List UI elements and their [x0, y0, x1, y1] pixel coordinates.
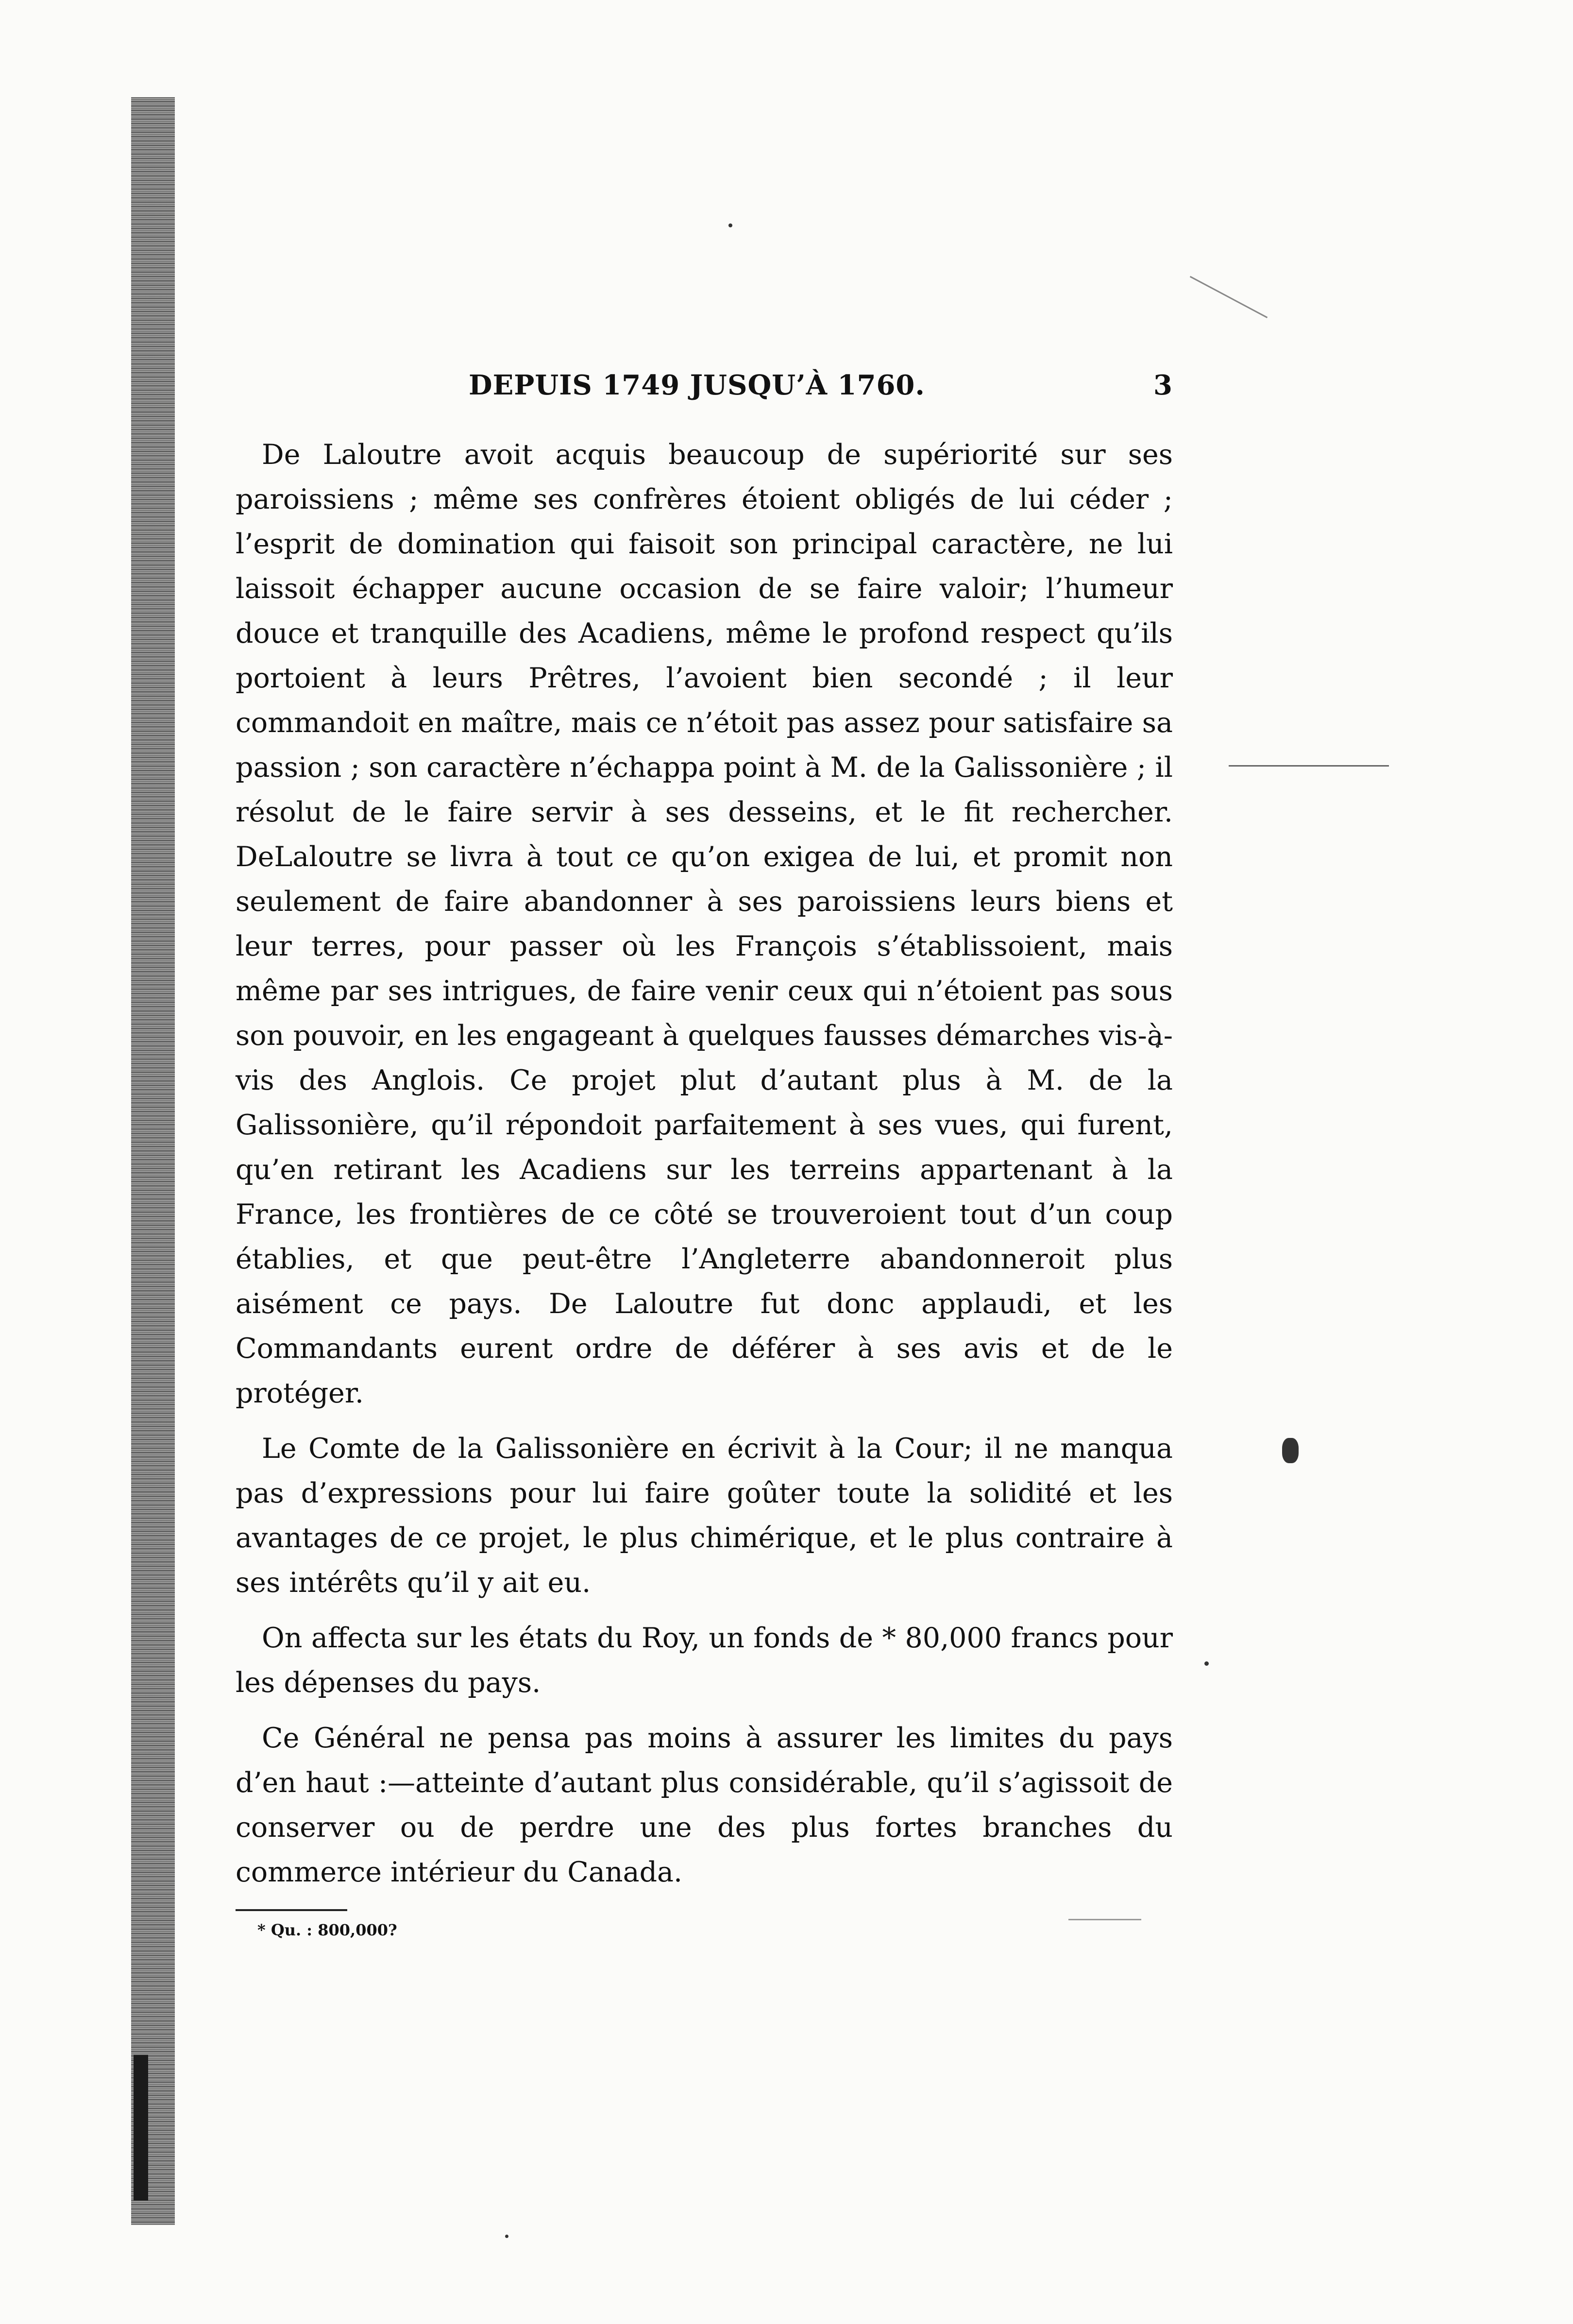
footnote-rule	[236, 1909, 347, 1911]
ink-blot	[1282, 1438, 1299, 1463]
paper-speck	[1204, 1661, 1209, 1666]
margin-mark	[1190, 276, 1268, 318]
page-number: 3	[1153, 369, 1173, 401]
paragraph-limites: Ce Général ne pensa pas moins à assurer les limites du pays d’en haut :—atteinte d’autant plus considérable, qu’il s’agissoit de conserver ou de perdre une des plus fortes branches du commerce intérieur du Canada.	[236, 1722, 1173, 1888]
paragraph-fonds: On affecta sur les états du Roy, un fonds de * 80,000 francs pour les dépenses du pays.	[236, 1622, 1173, 1699]
paragraph-galissoniere: Le Comte de la Galissonière en écrivit à la Cour; il ne manqua pas d’expressions pour lui faire goûter toute la solidité et les avantages de ce projet, le plus chimérique, et le plus contraire à ses intérêts qu’il y ait eu.	[236, 1433, 1173, 1599]
page-binding-edge	[131, 97, 175, 2225]
page-binding-shadow	[134, 2055, 148, 2201]
footnote: * Qu. : 800,000?	[257, 1921, 397, 1939]
paper-speck	[728, 223, 732, 227]
page-content	[236, 369, 1173, 1939]
paragraph-laloutre: De Laloutre avoit acquis beaucoup de supériorité sur ses paroissiens ; même ses confrères étoient obligés de lui céder ; l’esprit de domination qui faisoit son principal caractère, ne lui laissoit échapper aucune occasion de se faire valoir; l’humeur douce et tranquille des Acadiens, même le profond respect qu’ils portoient à leurs Prêtres, l’avoient bien secondé ; il leur commandoit en maître, mais ce n’étoit pas assez pour satisfaire sa passion ; son caractère n’échappa point à M. de la Galissonière ; il résolut de le faire servir à ses desseins, et le fit rechercher. DeLaloutre se livra à tout ce qu’on exigea de lui, et promit non seulement de faire abandonner à ses paroissiens leurs biens et leur terres, pour passer où les François s’établissoient, mais même par ses intrigues, de faire venir ceux qui n’étoient pas sous son pouvoir, en les engageant à quelques fausses démarches vis-à-vis des Anglois. Ce projet plut d’autant plus à M. de la Galissonière, qu’il répondoit parfaitement à ses vues, qui furent, qu’en retirant les Acadiens sur les terreins appartenant à la France, les frontières de ce côté se trouveroient tout d’un coup établies, et que peut-être l’Angleterre abandonneroit plus aisément ce pays. De Laloutre fut donc applaudi, et les Commandants eurent ordre de déférer à ses avis et de le protéger.	[236, 439, 1173, 1409]
paper-speck	[505, 2235, 508, 2238]
body-text	[236, 432, 1173, 1895]
margin-mark	[1229, 765, 1389, 767]
running-header	[236, 369, 1173, 408]
running-title: DEPUIS 1749 JUSQU’À 1760.	[469, 369, 925, 401]
